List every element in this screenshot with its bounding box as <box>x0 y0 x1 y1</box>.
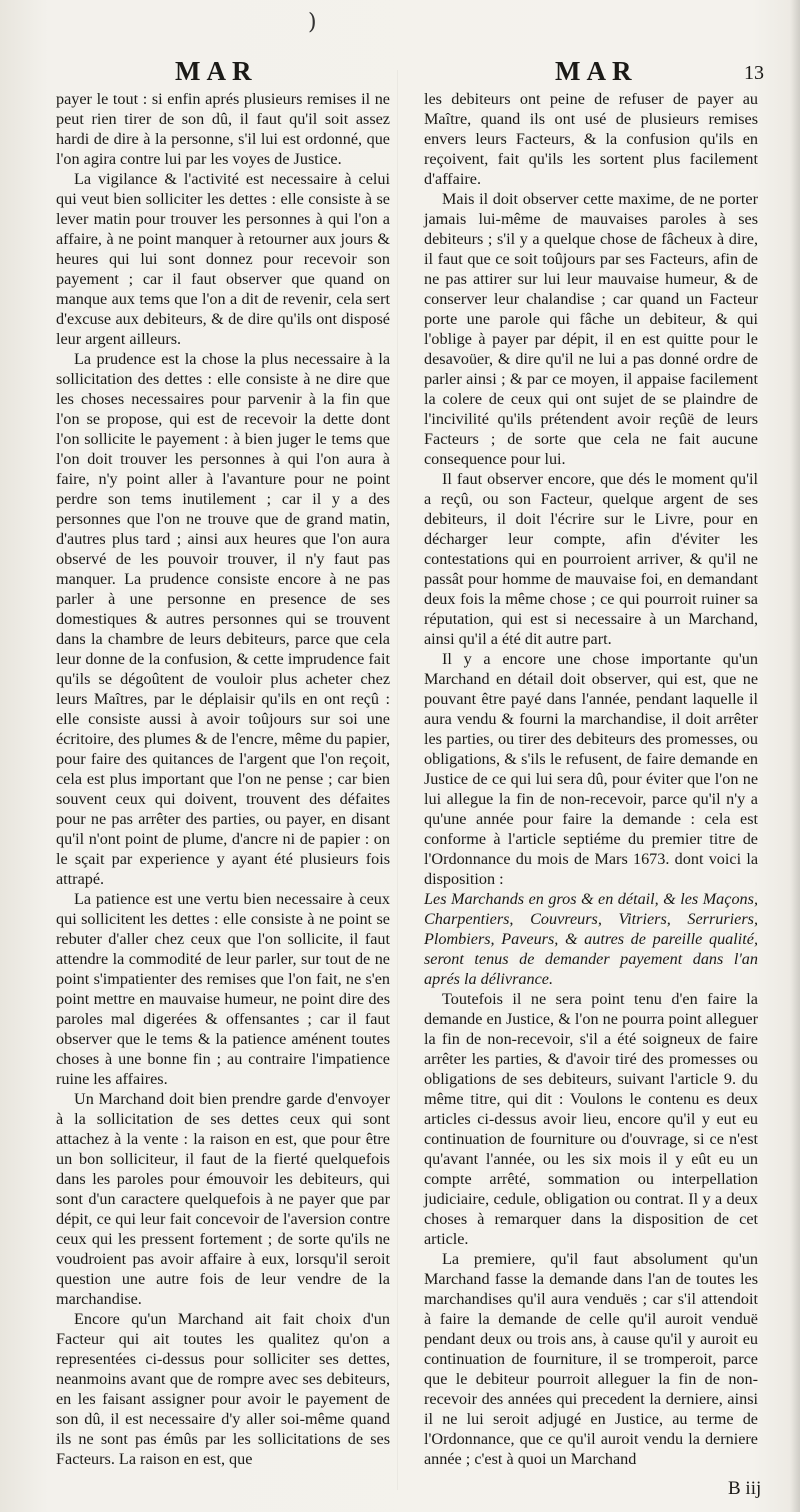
paragraph: les debiteurs ont peine de refuser de payer au Maître, quand ils ont usé de plusieurs remises envers leurs Facteurs, & la confusion qu'ils en reçoivent, fait qu'ils les sortent plus facilement d'affaire. <box>424 90 758 188</box>
right-column <box>424 89 758 1469</box>
paragraph: Mais il doit observer cette maxime, de ne porter jamais lui-même de mauvaises paroles à ses debiteurs ; s'il y a quelque chose de fâcheux à dire, il faut que ce soit toûjours par ses Facteurs, afin de ne pas attirer sur lui leur mauvaise humeur, & de conserver leur chalandise ; car quand un Facteur porte une parole qui fâche un debiteur, & qui l'oblige à payer par dépit, il en est quitte pour le desavoüer, & dire qu'il ne lui a pas donné ordre de parler ainsi ; & par ce moyen, il appaise facilement la colere de ceux qui ont sujet de se plaindre de l'incivilité qu'ils prétendent avoir reçûë de leurs Facteurs ; de sorte que cela ne fait aucune consequence pour lui. <box>424 190 758 468</box>
paragraph: Il faut observer encore, que dés le moment qu'il a reçû, ou son Facteur, quelque argent de ses debiteurs, il doit l'écrire sur le Livre, pour en décharger leur compte, afin d'éviter les contestations qui en pourroient arriver, & qu'il ne passât pour homme de mauvaise foi, en demandant deux fois la même chose ; ce qui pourroit ruiner sa réputation, qui est si necessaire à un Marchand, ainsi qu'il a été dit autre part. <box>424 470 758 648</box>
paragraph: payer le tout : si enfin aprés plusieurs remises il ne peut rien tirer de son dû, il faut qu'il soit assez hardi de dire à la personne, s'il lui est ordonné, que l'on agira contre lui par les voyes de Justice. <box>56 90 390 168</box>
ordinance-quote: Les Marchands en gros & en détail, & les Maçons, Charpentiers, Couvreurs, Vitriers, Serruriers, Plombiers, Paveurs, & autres de pareille qualité, seront tenus de demander payement dans l'an aprés la délivrance. <box>424 890 758 988</box>
running-head-left: MAR <box>175 56 258 86</box>
signature-mark: B iij <box>728 1478 762 1499</box>
page-number: 13 <box>744 62 764 84</box>
paragraph: La prudence est la chose la plus necessaire à la sollicitation des dettes : elle consiste à ne dire que les choses necessaires pour parvenir à la fin que l'on se propose, qui est de recevoir la dette dont l'on sollicite le payement : à bien juger le tems que l'on doit trouver les personnes à qui l'on aura à faire, n'y point aller à l'avanture pour ne point perdre son tems inutilement ; car il y a des personnes que l'on ne trouve que de grand matin, d'autres plus tard ; ainsi aux heures que l'on aura observé de les pouvoir trouver, il n'y faut pas manquer. La prudence consiste encore à ne pas parler à une personne en presence de ses domestiques & autres personnes qui se trouvent dans la chambre de leurs debiteurs, parce que cela leur donne de la confusion, & cette imprudence fait qu'ils se dégoûtent de vouloir plus acheter chez leurs Maîtres, par le déplaisir qu'ils en ont reçû : elle consiste aussi à avoir toûjours sur soi une écritoire, des plumes & de l'encre, même du papier, pour faire des quitances de l'argent que l'on reçoit, cela est plus important que l'on ne pense ; car bien souvent ceux qui doivent, trouvent des défaites pour ne pas arrêter des parties, ou payer, en disant qu'il n'ont point de plume, d'ancre ni de papier : on le sçait par experience y ayant été plusieurs fois attrapé. <box>56 350 390 888</box>
left-column <box>56 89 390 1469</box>
paragraph: Il y a encore une chose importante qu'un Marchand en détail doit observer, qui est, que ne pouvant être payé dans l'année, pendant laquelle il aura vendu & fourni la marchandise, il doit arrêter les parties, ou tirer des debiteurs des promesses, ou obligations, & s'ils le refusent, de faire demande en Justice de ce qui lui sera dû, pour éviter que l'on ne lui allegue la fin de non-recevoir, parce qu'il n'y a qu'une année pour faire la demande : cela est conforme à l'article septiéme du premier titre de l'Ordonnance du mois de Mars 1673. dont voici la disposition : <box>424 650 758 888</box>
paragraph: Un Marchand doit bien prendre garde d'envoyer à la sollicitation de ses dettes ceux qui sont attachez à la vente : la raison en est, que pour être un bon solliciteur, il faut de la fierté quelquefois dans les paroles pour émouvoir les debiteurs, qui sont d'un caractere quelquefois à ne payer que par dépit, ce qui leur fait concevoir de l'aversion contre ceux qui les pressent fortement ; de sorte qu'ils ne voudroient pas avoir affaire à eux, lorsqu'il seroit question une autre fois de leur vendre de la marchandise. <box>56 1090 390 1308</box>
paragraph: La vigilance & l'activité est necessaire à celui qui veut bien solliciter les dettes : elle consiste à se lever matin pour trouver les personnes à qui l'on a affaire, à ne point manquer à retourner aux jours & heures qui lui sont donnez pour recevoir son payement ; car il faut observer que quand on manque aux tems que l'on a dit de revenir, cela sert d'excuse aux debiteurs, & de dire qu'ils ont disposé leur argent ailleurs. <box>56 170 390 348</box>
top-mark: ) <box>308 10 317 35</box>
paragraph: La premiere, qu'il faut absolument qu'un Marchand fasse la demande dans l'an de toutes les marchandises qu'il aura venduës ; car s'il attendoit à faire la demande de celle qu'il auroit venduë pendant deux ou trois ans, à cause qu'il y auroit eu continuation de fourniture, il se tromperoit, parce que le debiteur pourroit alleguer la fin de non-recevoir des années qui precedent la derniere, ainsi il ne lui seroit adjugé en Justice, au terme de l'Ordonnance, que ce qu'il auroit vendu la derniere année ; c'est à quoi un Marchand <box>424 1250 758 1468</box>
column-gutter <box>397 70 398 1490</box>
paragraph: Encore qu'un Marchand ait fait choix d'un Facteur qui ait toutes les qualitez qu'on a representées ci-dessus pour solliciter ses dettes, neanmoins avant que de rompre avec ses debiteurs, en les faisant assigner pour avoir le payement de son dû, il est necessaire d'y aller soi-même quand ils ne sont pas émûs par les sollicitations de ses Facteurs. La raison en est, que <box>56 1310 390 1468</box>
paragraph: Toutefois il ne sera point tenu d'en faire la demande en Justice, & l'on ne pourra point alleguer la fin de non-recevoir, s'il a été soigneux de faire arrêter les parties, & d'avoir tiré des promesses ou obligations de ses debiteurs, suivant l'article 9. du même titre, qui dit : Voulons le contenu es deux articles ci-dessus avoir lieu, encore qu'il y eut eu continuation de fourniture ou d'ouvrage, si ce n'est qu'avant l'année, ou les six mois il y eût eu un compte arrêté, sommation ou interpellation judiciaire, cedule, obligation ou contrat. Il y a deux choses à remarquer dans la disposition de cet article. <box>424 990 758 1248</box>
page-edge-shadow <box>790 0 800 1512</box>
running-head-right: MAR <box>555 56 638 86</box>
paragraph: La patience est une vertu bien necessaire à ceux qui sollicitent les dettes : elle consiste à ne point se rebuter d'aller chez ceux que l'on sollicite, il faut attendre la commodité de leur parler, sur tout de ne point s'impatienter des remises que l'on fait, ne s'en point mettre en mauvaise humeur, ne point dire des paroles mal digerées & offensantes ; car il faut observer que le tems & la patience aménent toutes choses à une bonne fin ; au contraire l'impatience ruine les affaires. <box>56 890 390 1088</box>
